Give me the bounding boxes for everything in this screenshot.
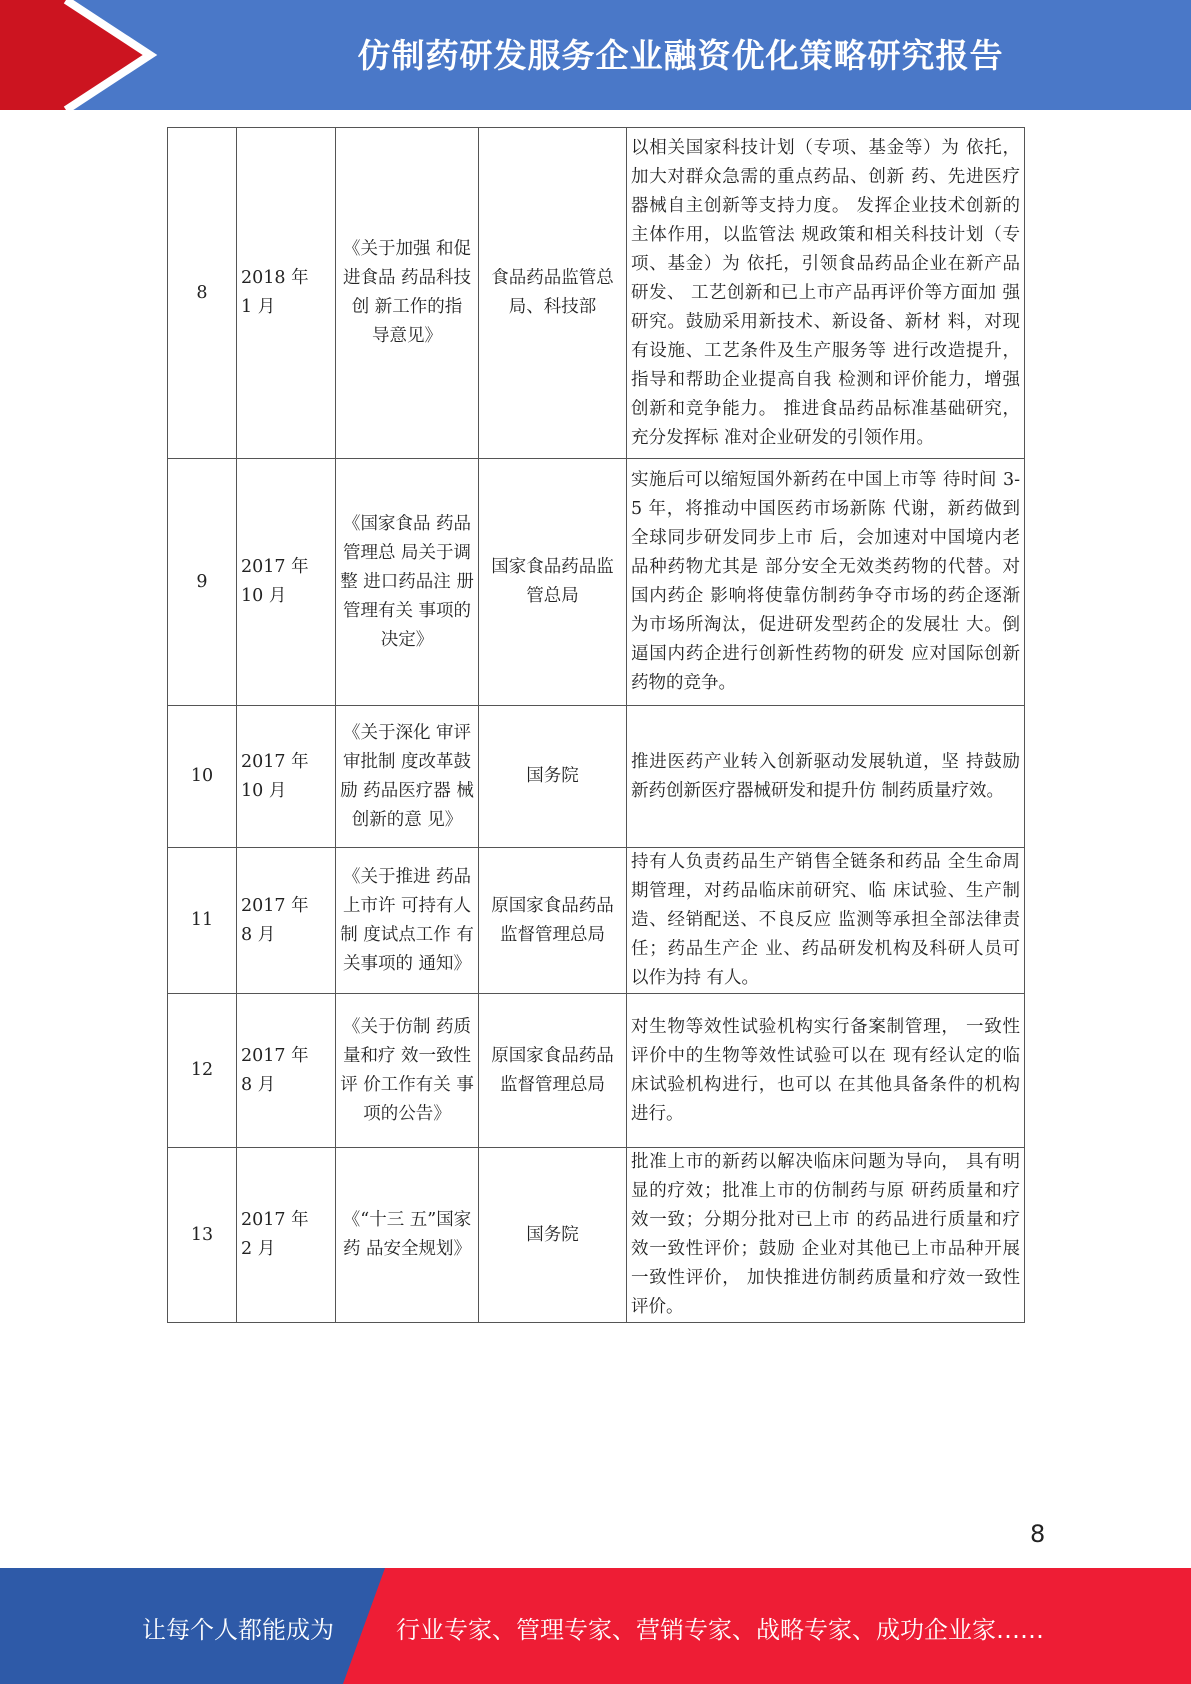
issue-date: 2017 年 8 月 [237, 994, 336, 1148]
issuing-organization: 国务院 [479, 1148, 627, 1323]
document-title: 《“十三 五”国家药 品安全规划》 [336, 1148, 479, 1323]
row-number: 11 [168, 848, 237, 994]
footer-slogan-left: 让每个人都能成为 [142, 1616, 334, 1644]
table-row [168, 459, 1025, 706]
table-row [168, 706, 1025, 848]
issuing-organization: 食品药品监管总局、科技部 [479, 128, 627, 459]
row-number: 13 [168, 1148, 237, 1323]
policy-content: 实施后可以缩短国外新药在中国上市等 待时间 3-5 年，将推动中国医药市场新陈 代谢，新药做到全球同步研发同步上市 后，会加速对中国境内老品种药物尤其是 部分安全无效类药物的代替。对国内药企 影响将使靠仿制药争夺市场的药企逐渐 为市场所淘汰，促进研发型药企的发展壮 大。倒逼国内药企进行创新性药物的研发 应对国际创新药物的竞争。 [627, 459, 1025, 706]
issuing-organization: 国家食品药品监管总局 [479, 459, 627, 706]
row-number: 12 [168, 994, 237, 1148]
issuing-organization: 原国家食品药品监督管理总局 [479, 994, 627, 1148]
policy-content: 推进医药产业转入创新驱动发展轨道，坚 持鼓励新药创新医疗器械研发和提升仿 制药质量疗效。 [627, 706, 1025, 848]
chevron-right-icon [0, 0, 160, 110]
document-title: 《国家食品 药品管理总 局关于调整 进口药品注 册管理有关 事项的决定》 [336, 459, 479, 706]
document-title: 《关于深化 审评审批制 度改革鼓励 药品医疗器 械创新的意 见》 [336, 706, 479, 848]
document-title: 《关于仿制 药质量和疗 效一致性评 价工作有关 事项的公告》 [336, 994, 479, 1148]
issue-date: 2017 年 8 月 [237, 848, 336, 994]
row-number: 10 [168, 706, 237, 848]
page-number: 8 [1030, 1520, 1046, 1548]
issue-date: 2017 年 2 月 [237, 1148, 336, 1323]
page-footer [0, 1568, 1191, 1684]
page-header [0, 0, 1191, 110]
policy-content: 以相关国家科技计划（专项、基金等）为 依托，加大对群众急需的重点药品、创新 药、先进医疗器械自主创新等支持力度。 发挥企业技术创新的主体作用，以监管法 规政策和相关科技计划（专项、基金）为 依托，引领食品药品企业在新产品研发、 工艺创新和已上市产品再评价等方面加 强研究。鼓励采用新技术、新设备、新材 料，对现有设施、工艺条件及生产服务等 进行改造提升，指导和帮助企业提高自我 检测和评价能力，增强创新和竞争能力。 推进食品药品标准基础研究，充分发挥标 准对企业研发的引领作用。 [627, 128, 1025, 459]
issue-date: 2017 年 10 月 [237, 459, 336, 706]
table-row [168, 848, 1025, 994]
table-row [168, 1148, 1025, 1323]
policy-content: 对生物等效性试验机构实行备案制管理， 一致性评价中的生物等效性试验可以在 现有经认定的临床试验机构进行，也可以 在其他具备条件的机构进行。 [627, 994, 1025, 1148]
issue-date: 2018 年 1 月 [237, 128, 336, 459]
issue-date: 2017 年 10 月 [237, 706, 336, 848]
report-title: 仿制药研发服务企业融资优化策略研究报告 [357, 36, 1004, 75]
policy-content: 持有人负责药品生产销售全链条和药品 全生命周期管理，对药品临床前研究、临 床试验、生产制造、经销配送、不良反应 监测等承担全部法律责任；药品生产企 业、药品研发机构及科研人员可以作为持 有人。 [627, 848, 1025, 994]
row-number: 8 [168, 128, 237, 459]
document-title: 《关于推进 药品上市许 可持有人制 度试点工作 有关事项的 通知》 [336, 848, 479, 994]
issuing-organization: 原国家食品药品监督管理总局 [479, 848, 627, 994]
table-row [168, 128, 1025, 459]
table-row [168, 994, 1025, 1148]
row-number: 9 [168, 459, 237, 706]
document-title: 《关于加强 和促进食品 药品科技创 新工作的指 导意见》 [336, 128, 479, 459]
policy-table [167, 127, 1025, 1323]
issuing-organization: 国务院 [479, 706, 627, 848]
footer-slogan-right: 行业专家、管理专家、营销专家、战略专家、成功企业家…… [396, 1616, 1044, 1644]
policy-content: 批准上市的新药以解决临床问题为导向， 具有明显的疗效；批准上市的仿制药与原 研药质量和疗效一致；分期分批对已上市 的药品进行质量和疗效一致性评价；鼓励 企业对其他已上市品种开展一致性评价， 加快推进仿制药质量和疗效一致性评价。 [627, 1148, 1025, 1323]
